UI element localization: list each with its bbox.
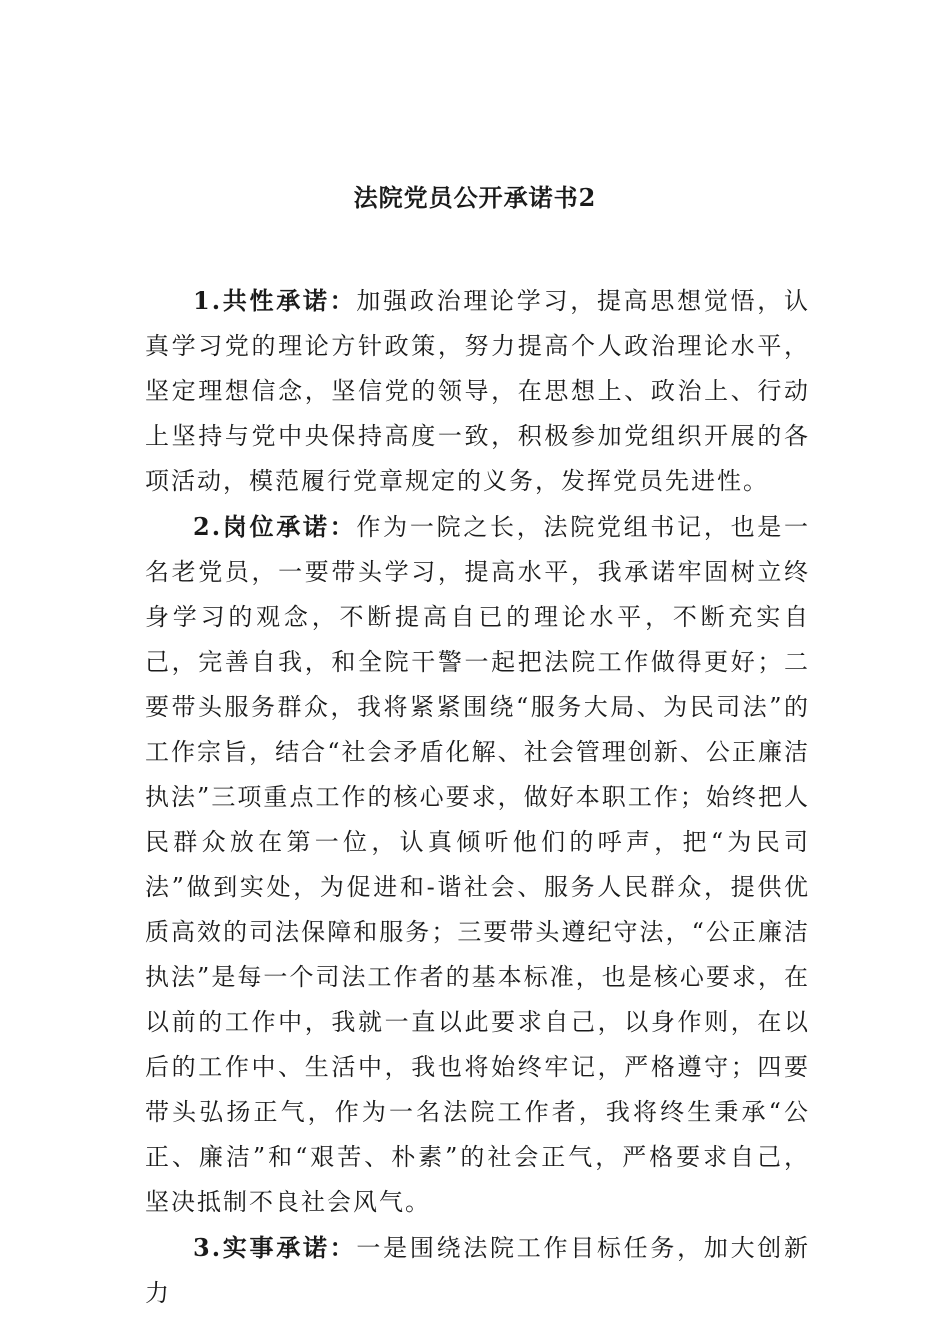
- paragraph-text: 一是围绕法院工作目标任务，加大创新力: [145, 1234, 811, 1307]
- paragraph-number: 3.: [193, 1233, 223, 1262]
- paragraph-number: 1.: [193, 286, 223, 315]
- paragraph-practical-commitment: [145, 1225, 810, 1316]
- paragraph-position-commitment: [145, 504, 810, 1225]
- paragraph-heading: 岗位承诺：: [222, 512, 357, 541]
- paragraph-number: 2.: [193, 512, 223, 541]
- document-title: 法院党员公开承诺书2: [353, 183, 597, 212]
- paragraph-heading: 共性承诺：: [222, 286, 357, 315]
- paragraph-text: 加强政治理论学习，提高思想觉悟，认真学习党的理论方针政策，努力提高个人政治理论水平，坚定理想信念，坚信党的领导，在思想上、政治上、行动上坚持与党中央保持高度一致，积极参加党组织开展的各项活动，模范履行党章规定的义务，发挥党员先进性。: [145, 287, 811, 495]
- paragraph-heading: 实事承诺：: [222, 1233, 357, 1262]
- paragraph-text: 作为一院之长，法院党组书记，也是一名老党员，一要带头学习，提高水平，我承诺牢固树立终身学习的观念，不断提高自已的理论水平，不断充实自己，完善自我，和全院干警一起把法院工作做得更好；二要带头服务群众，我将紧紧围绕“服务大局、为民司法”的工作宗旨，结合“社会矛盾化解、社会管理创新、公正廉洁执法”三项重点工作的核心要求，做好本职工作；始终把人民群众放在第一位，认真倾听他们的呼声，把“为民司法”做到实处，为促进和-谐社会、服务人民群众，提供优质高效的司法保障和服务；三要带头遵纪守法，“公正廉洁执法”是每一个司法工作者的基本标准，也是核心要求，在以前的工作中，我就一直以此要求自己，以身作则，在以后的工作中、生活中，我也将始终牢记，严格遵守；四要带头弘扬正气，作为一名法院工作者，我将终生秉承“公正、廉洁”和“艰苦、朴素”的社会正气，严格要求自己，坚决抵制不良社会风气。: [145, 513, 811, 1216]
- document-body: [145, 278, 810, 1316]
- paragraph-common-commitment: [145, 278, 810, 504]
